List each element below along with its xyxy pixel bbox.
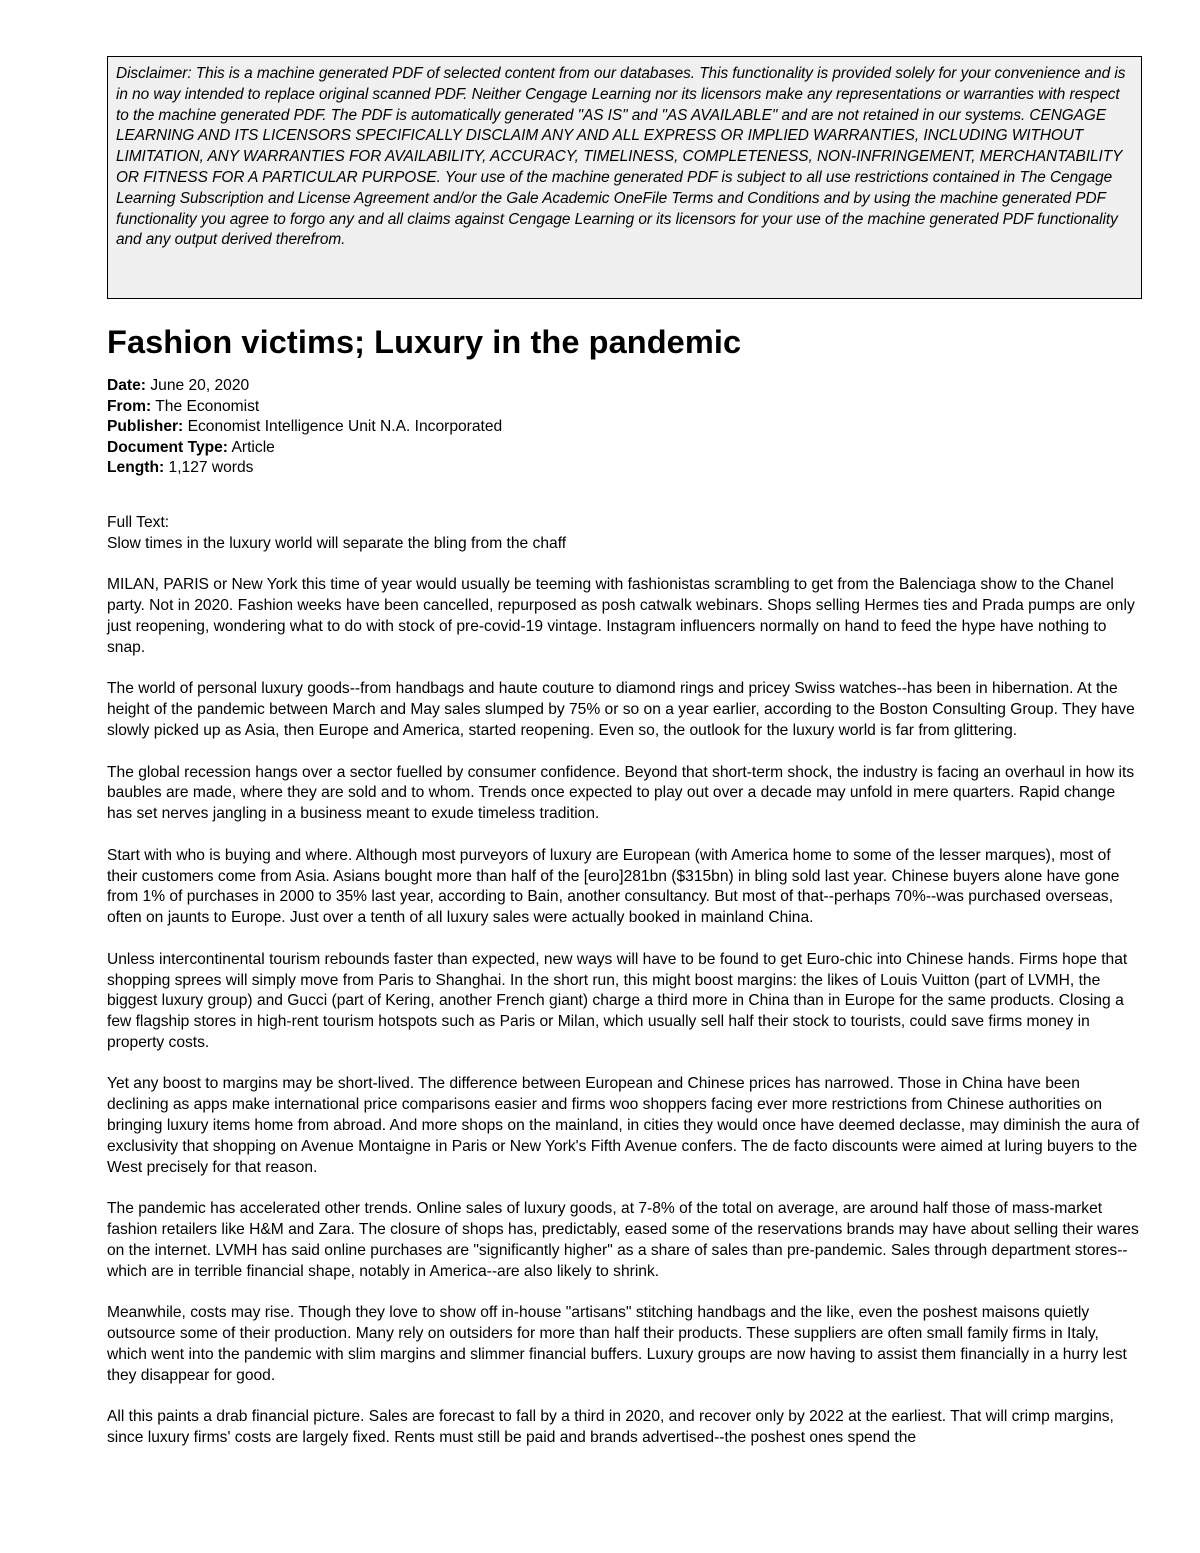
- paragraph: The pandemic has accelerated other trends. Online sales of luxury goods, at 7-8% of the total on average, are around half those of mass-market fashion retailers like H&M and Zara. The closure of shops has, predictably, eased some of the reservations brands may have about selling their wares on the internet. LVMH has said online purchases are "significantly higher" as a share of sales than pre-pandemic. Sales through department stores--which are in terrible financial shape, notably in America--are also likely to shrink.: [107, 1200, 1139, 1280]
- meta-length-value: 1,127 words: [168, 459, 254, 477]
- disclaimer-text: Disclaimer: This is a machine generated PDF of selected content from our databases. This functionality is provided solely for your convenience and is in no way intended to replace original scanned PDF. Neither Cengage Learning nor its licensors make any representations or warranties with respect to the machine generated PDF. The PDF is automatically generated "AS IS" and "AS AVAILABLE" and are not retained in our systems. CENGAGE LEARNING AND ITS LICENSORS SPECIFICALLY DISCLAIM ANY AND ALL EXPRESS OR IMPLIED WARRANTIES, INCLUDING WITHOUT LIMITATION, ANY WARRANTIES FOR AVAILABILITY, ACCURACY, TIMELINESS, COMPLETENESS, NON-INFRINGEMENT, MERCHANTABILITY OR FITNESS FOR A PARTICULAR PURPOSE. Your use of the machine generated PDF is subject to all use restrictions contained in The Cengage Learning Subscription and License Agreement and/or the Gale Academic OneFile Terms and Conditions and by using the machine generated PDF functionality you agree to forgo any and all claims against Cengage Learning or its licensors for your use of the machine generated PDF functionality and any output derived therefrom.: [116, 65, 1126, 249]
- full-text-label: Full Text:: [107, 513, 170, 531]
- paragraph: Unless intercontinental tourism rebounds faster than expected, new ways will have to be found to get Euro-chic into Chinese hands. Firms hope that shopping sprees will simply move from Paris to Shanghai. In the short run, this might boost margins: the likes of Louis Vuitton (part of LVMH, the biggest luxury group) and Gucci (part of Kering, another French giant) charge a third more in China than in Europe for the same products. Closing a few flagship stores in high-rent tourism hotspots such as Paris or Milan, which usually sell half their stock to tourists, could save firms money in property costs.: [107, 950, 1128, 1051]
- meta-date-value: June 20, 2020: [150, 377, 250, 394]
- article-title: Fashion victims; Luxury in the pandemic: [107, 324, 742, 360]
- paragraph: The world of personal luxury goods--from handbags and haute couture to diamond rings and pricey Swiss watches--has been in hibernation. At the height of the pandemic between March and May sales slumped by 75% or so on a year earlier, according to the Boston Consulting Group. They have slowly picked up as Asia, then Europe and America, started reopening. Even so, the outlook for the luxury world is far from glittering.: [107, 680, 1135, 739]
- document-page: [107, 56, 1142, 1470]
- paragraph: MILAN, PARIS or New York this time of year would usually be teeming with fashionistas scrambling to get from the Balenciaga show to the Chanel party. Not in 2020. Fashion weeks have been cancelled, repurposed as posh catwalk webinars. Shops selling Hermes ties and Prada pumps are only just reopening, wondering what to do with stock of pre-covid-19 vintage. Instagram influencers normally on hand to feed the hype have nothing to snap.: [107, 576, 1135, 656]
- article-lead: [107, 513, 1142, 555]
- meta-doctype-value: Article: [231, 438, 275, 456]
- paragraph: The global recession hangs over a sector fuelled by consumer confidence. Beyond that short-term shock, the industry is facing an overhaul in how its baubles are made, where they are sold and to whom. Trends once expected to play out over a decade may unfold in mere quarters. Rapid change has set nerves jangling in a business meant to exude timeless tradition.: [107, 763, 1135, 823]
- meta-from-label: From:: [107, 397, 152, 415]
- article-metadata: [107, 376, 1142, 479]
- meta-from-value: The Economist: [155, 397, 260, 415]
- article-body: [107, 513, 1142, 1449]
- paragraph: Start with who is buying and where. Although most purveyors of luxury are European (with America home to some of the lesser marques), most of their customers come from Asia. Asians bought more than half of the [euro]281bn ($315bn) in bling sold last year. Chinese buyers alone have gone from 1% of purchases in 2000 to 35% last year, according to Bain, another consultancy. But most of that--perhaps 70%--was purchased overseas, often on jaunts to Europe. Just over a tenth of all luxury sales were actually booked in mainland China.: [107, 846, 1120, 927]
- meta-doctype-label: Document Type:: [107, 438, 229, 456]
- paragraph: All this paints a drab financial picture. Sales are forecast to fall by a third in 2020, and recover only by 2022 at the earliest. That will crimp margins, since luxury firms' costs are largely fixed. Rents must still be paid and brands advertised--the poshest ones spend the: [107, 1408, 1114, 1447]
- paragraph: Yet any boost to margins may be short-lived. The difference between European and Chinese prices has narrowed. Those in China have been declining as apps make international price comparisons easier and firms woo shoppers facing ever more restrictions from Chinese authorities on bringing luxury items home from abroad. And more shops on the mainland, in cities they would once have deemed declasse, may diminish the aura of exclusivity that shopping on Avenue Montaigne in Paris or New York's Fifth Avenue confers. The de facto discounts were aimed at luring buyers to the West precisely for that reason.: [107, 1075, 1140, 1176]
- paragraph: Meanwhile, costs may rise. Though they love to show off in-house "artisans" stitching handbags and the like, even the poshest maisons quietly outsource some of their production. Many rely on outsiders for more than half their products. These suppliers are often small family firms in Italy, which went into the pandemic with slim margins and slimmer financial buffers. Luxury groups are now having to assist them financially in a hurry lest they disappear for good.: [107, 1304, 1127, 1384]
- meta-publisher-label: Publisher:: [107, 418, 184, 436]
- meta-from: [107, 397, 1142, 418]
- meta-length: [107, 458, 1142, 479]
- meta-document-type: [107, 438, 1142, 459]
- meta-date-label: Date:: [107, 377, 146, 394]
- article-subtitle: Slow times in the luxury world will separate the bling from the chaff: [107, 534, 567, 552]
- disclaimer-box: [107, 56, 1142, 299]
- meta-date: [107, 376, 1142, 397]
- meta-publisher-value: Economist Intelligence Unit N.A. Incorporated: [187, 418, 503, 436]
- meta-publisher: [107, 417, 1142, 438]
- meta-length-label: Length:: [107, 459, 165, 477]
